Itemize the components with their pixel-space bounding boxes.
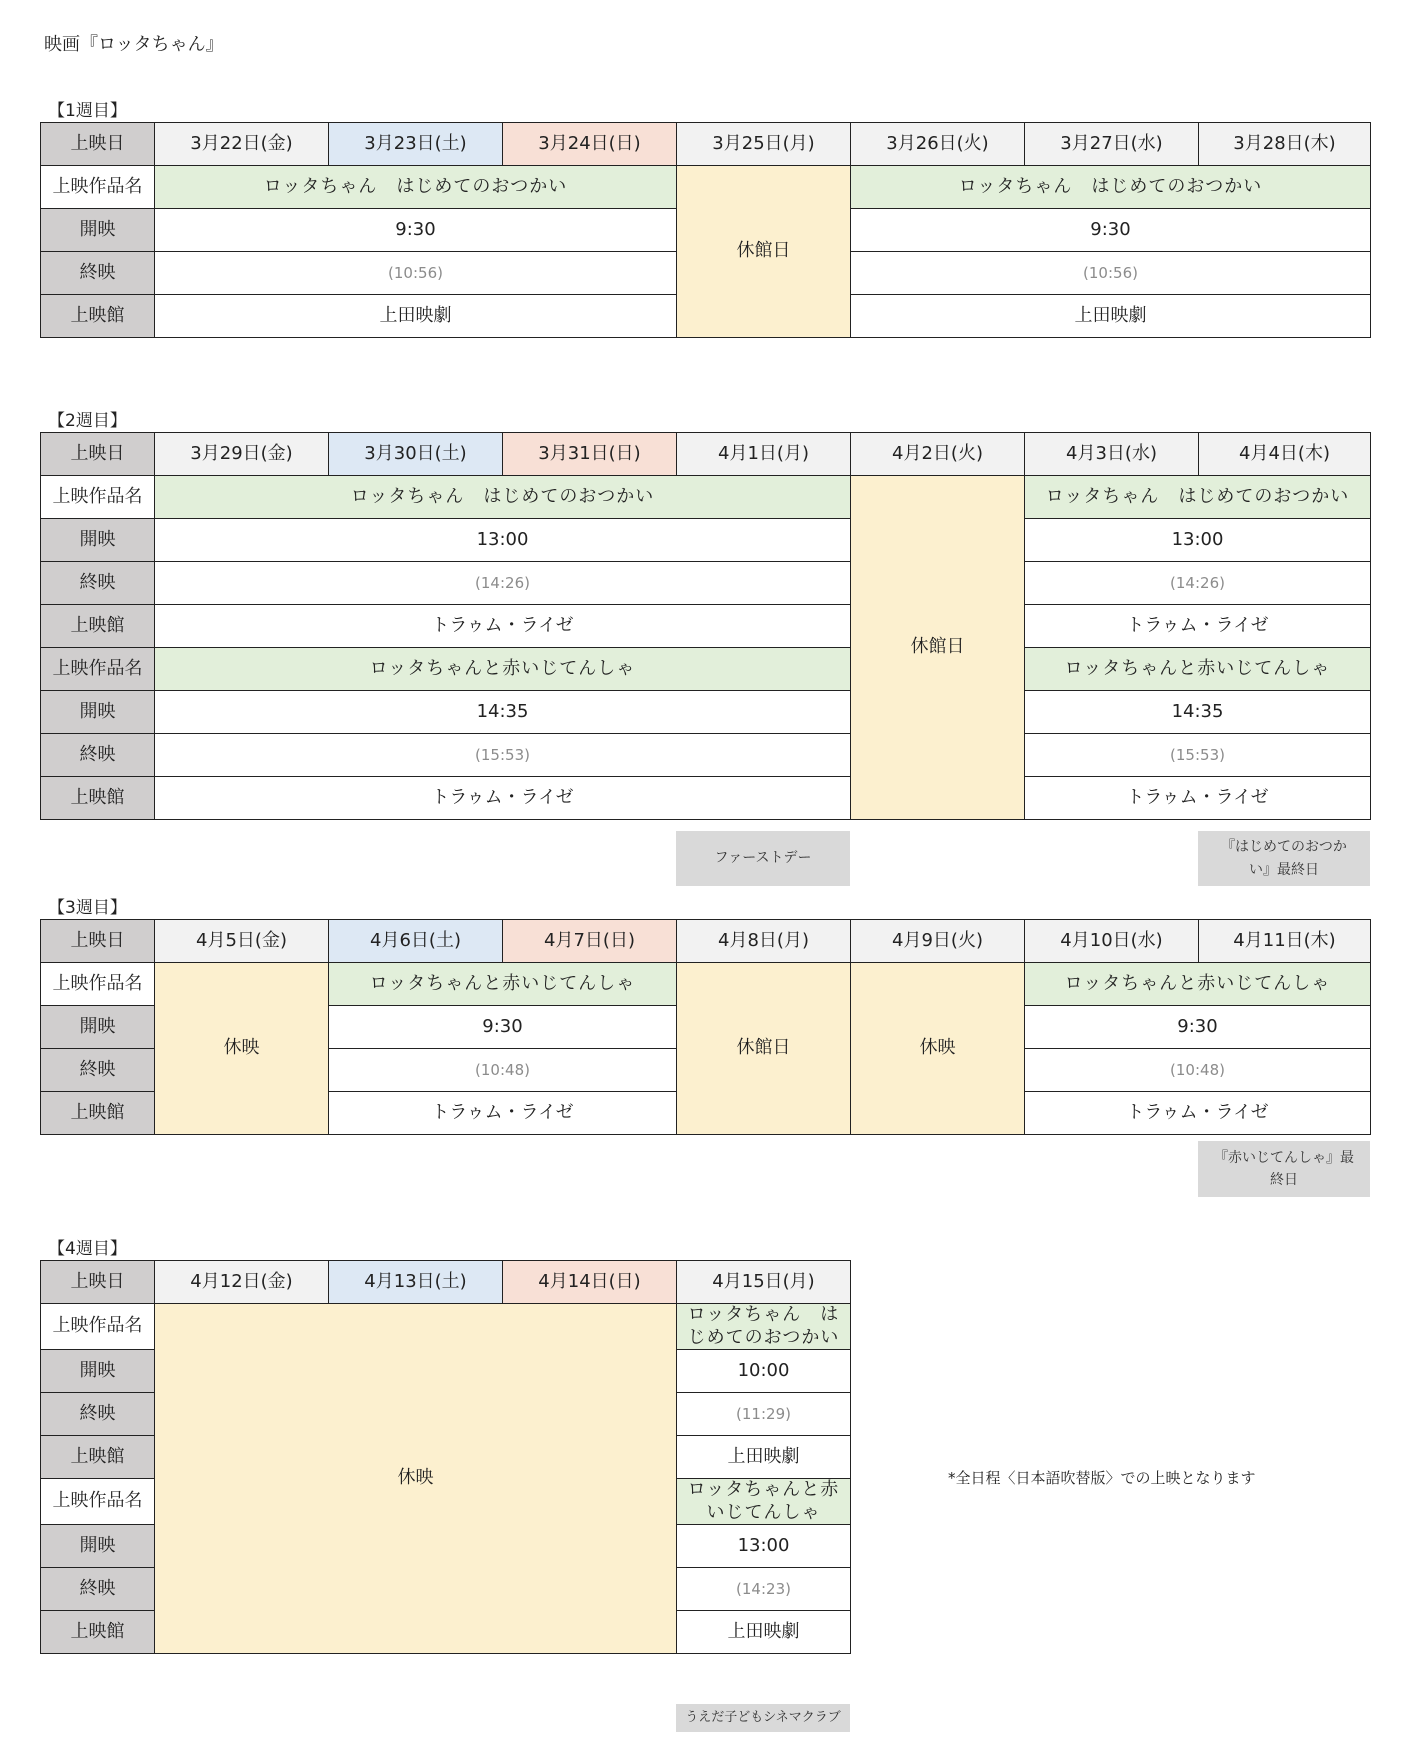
date-cell: 4月15日(月) — [677, 1261, 851, 1304]
row-label-end: 終映 — [41, 1049, 155, 1092]
date-row — [41, 433, 1371, 476]
last-day-note: 『赤いじてんしゃ』最終日 — [1198, 1141, 1370, 1197]
row-label-title: 上映作品名 — [41, 963, 155, 1006]
date-cell: 3月30日(土) — [329, 433, 503, 476]
date-cell: 3月25日(月) — [677, 123, 851, 166]
closed-day-cell: 休館日 — [851, 476, 1025, 820]
closed-day-cell: 休館日 — [677, 963, 851, 1135]
row-label-end: 終映 — [41, 562, 155, 605]
date-cell: 4月5日(金) — [155, 920, 329, 963]
first-day-note: ファーストデー — [676, 831, 850, 886]
date-cell: 4月12日(金) — [155, 1261, 329, 1304]
week-2-label: 【2週目】 — [48, 411, 127, 431]
end-time-cell: (14:23) — [677, 1568, 851, 1611]
date-row — [41, 123, 1371, 166]
no-show-cell: 休映 — [155, 963, 329, 1135]
date-cell: 4月7日(日) — [503, 920, 677, 963]
closed-day-cell: 休館日 — [677, 166, 851, 338]
date-cell: 4月13日(土) — [329, 1261, 503, 1304]
row-label-date: 上映日 — [41, 1261, 155, 1304]
row-label-end: 終映 — [41, 1568, 155, 1611]
date-cell: 4月3日(水) — [1025, 433, 1199, 476]
row-label-title: 上映作品名 — [41, 476, 155, 519]
last-day-note: 『はじめてのおつかい』最終日 — [1198, 831, 1370, 886]
row-label-start: 開映 — [41, 1350, 155, 1393]
week-3-table — [40, 919, 1371, 1135]
row-label-venue: 上映館 — [41, 605, 155, 648]
end-time-cell: (11:29) — [677, 1393, 851, 1436]
end-time-cell: (10:48) — [1025, 1049, 1371, 1092]
row-label-title: 上映作品名 — [41, 1479, 155, 1525]
date-cell: 4月1日(月) — [677, 433, 851, 476]
venue-cell: トラゥム・ライゼ — [155, 605, 851, 648]
start-time-cell: 13:00 — [677, 1525, 851, 1568]
start-time-cell: 9:30 — [851, 209, 1371, 252]
date-cell: 3月28日(木) — [1199, 123, 1371, 166]
film-title-cell: ロッタちゃん はじめてのおつかい — [155, 476, 851, 519]
film-title-cell: ロッタちゃんと赤いじてんしゃ — [1025, 648, 1371, 691]
row-label-end: 終映 — [41, 252, 155, 295]
venue-cell: トラゥム・ライゼ — [1025, 1092, 1371, 1135]
week-1-table — [40, 122, 1371, 338]
row-label-venue: 上映館 — [41, 777, 155, 820]
row-label-date: 上映日 — [41, 920, 155, 963]
row-label-end: 終映 — [41, 1393, 155, 1436]
week-3-label: 【3週目】 — [48, 898, 127, 918]
film-title-cell: ロッタちゃんと赤いじてんしゃ — [1025, 963, 1371, 1006]
row-label-date: 上映日 — [41, 433, 155, 476]
row-label-venue: 上映館 — [41, 1092, 155, 1135]
row-label-start: 開映 — [41, 209, 155, 252]
end-time-cell: (10:56) — [851, 252, 1371, 295]
end-time-cell: (14:26) — [155, 562, 851, 605]
venue-cell: トラゥム・ライゼ — [1025, 605, 1371, 648]
date-cell: 3月22日(金) — [155, 123, 329, 166]
date-cell: 4月4日(木) — [1199, 433, 1371, 476]
end-time-cell: (10:56) — [155, 252, 677, 295]
date-cell: 4月2日(火) — [851, 433, 1025, 476]
row-label-venue: 上映館 — [41, 295, 155, 338]
row-label-date: 上映日 — [41, 123, 155, 166]
start-time-cell: 13:00 — [1025, 519, 1371, 562]
date-cell: 4月9日(火) — [851, 920, 1025, 963]
date-cell: 3月26日(火) — [851, 123, 1025, 166]
week-2-table — [40, 432, 1371, 820]
row-label-start: 開映 — [41, 519, 155, 562]
row-label-start: 開映 — [41, 1525, 155, 1568]
venue-cell: トラゥム・ライゼ — [329, 1092, 677, 1135]
venue-cell: 上田映劇 — [155, 295, 677, 338]
film-title-cell: ロッタちゃん はじめてのおつかい — [851, 166, 1371, 209]
end-time-cell: (15:53) — [1025, 734, 1371, 777]
date-cell: 3月27日(水) — [1025, 123, 1199, 166]
date-cell: 3月23日(土) — [329, 123, 503, 166]
film-title-cell: ロッタちゃん はじめてのおつかい — [155, 166, 677, 209]
date-cell: 4月11日(木) — [1199, 920, 1371, 963]
end-time-cell: (14:26) — [1025, 562, 1371, 605]
film-title-cell: ロッタちゃん はじめてのおつかい — [1025, 476, 1371, 519]
date-row — [41, 920, 1371, 963]
venue-cell: トラゥム・ライゼ — [155, 777, 851, 820]
venue-cell: 上田映劇 — [677, 1436, 851, 1479]
start-time-cell: 9:30 — [1025, 1006, 1371, 1049]
start-time-cell: 13:00 — [155, 519, 851, 562]
film-title-cell: ロッタちゃんと赤いじてんしゃ — [155, 648, 851, 691]
row-label-start: 開映 — [41, 1006, 155, 1049]
date-cell: 4月14日(日) — [503, 1261, 677, 1304]
start-time-cell: 14:35 — [155, 691, 851, 734]
cinema-club-note: うえだ子どもシネマクラブ — [676, 1704, 850, 1732]
no-show-cell: 休映 — [851, 963, 1025, 1135]
start-time-cell: 14:35 — [1025, 691, 1371, 734]
row-label-start: 開映 — [41, 691, 155, 734]
row-label-venue: 上映館 — [41, 1436, 155, 1479]
venue-cell: 上田映劇 — [851, 295, 1371, 338]
no-show-cell: 休映 — [155, 1304, 677, 1654]
row-label-title: 上映作品名 — [41, 648, 155, 691]
row-label-title: 上映作品名 — [41, 1304, 155, 1350]
venue-cell: トラゥム・ライゼ — [1025, 777, 1371, 820]
date-cell: 4月10日(水) — [1025, 920, 1199, 963]
dubbed-version-footnote: *全日程〈日本語吹替版〉での上映となります — [948, 1469, 1256, 1487]
week-1-label: 【1週目】 — [48, 101, 127, 121]
date-cell: 3月29日(金) — [155, 433, 329, 476]
row-label-venue: 上映館 — [41, 1611, 155, 1654]
film-title-cell: ロッタちゃん はじめてのおつかい — [677, 1304, 851, 1350]
row-label-end: 終映 — [41, 734, 155, 777]
start-time-cell: 10:00 — [677, 1350, 851, 1393]
date-cell: 4月8日(月) — [677, 920, 851, 963]
date-cell: 4月6日(土) — [329, 920, 503, 963]
document-title: 映画『ロッタちゃん』 — [44, 34, 224, 55]
week-4-table — [40, 1260, 851, 1654]
end-time-cell: (15:53) — [155, 734, 851, 777]
end-time-cell: (10:48) — [329, 1049, 677, 1092]
film-title-cell: ロッタちゃんと赤いじてんしゃ — [329, 963, 677, 1006]
venue-cell: 上田映劇 — [677, 1611, 851, 1654]
date-row — [41, 1261, 851, 1304]
week-4-label: 【4週目】 — [48, 1239, 127, 1259]
start-time-cell: 9:30 — [329, 1006, 677, 1049]
film-title-cell: ロッタちゃんと赤いじてんしゃ — [677, 1479, 851, 1525]
start-time-cell: 9:30 — [155, 209, 677, 252]
date-cell: 3月31日(日) — [503, 433, 677, 476]
date-cell: 3月24日(日) — [503, 123, 677, 166]
row-label-title: 上映作品名 — [41, 166, 155, 209]
